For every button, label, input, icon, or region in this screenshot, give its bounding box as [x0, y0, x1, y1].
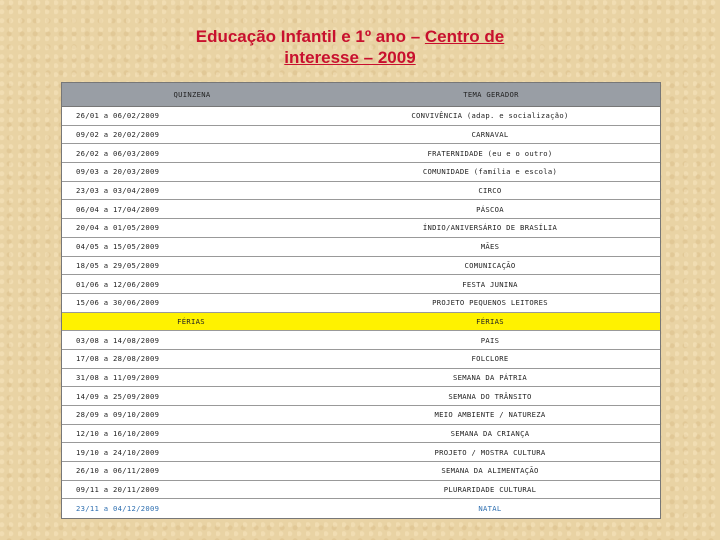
cell-quinzena: 09/02 a 20/02/2009 [76, 130, 160, 140]
cell-tema-gerador: PROJETO / MOSTRA CULTURA [434, 447, 546, 457]
cell-quinzena: 15/06 a 30/06/2009 [76, 298, 160, 308]
table-row [62, 163, 660, 182]
cell-tema-gerador: FOLCLORE [471, 354, 509, 364]
table-row [62, 294, 660, 313]
cell-tema-gerador: PAIS [480, 335, 500, 345]
table-row [62, 144, 660, 163]
cell-quinzena: 09/03 a 20/03/2009 [76, 167, 160, 177]
cell-quinzena: 09/11 a 20/11/2009 [76, 485, 160, 495]
cell-quinzena: 31/08 a 11/09/2009 [76, 372, 160, 382]
table-row [62, 443, 660, 462]
table-row [62, 107, 660, 126]
table-row [62, 369, 660, 388]
table-row [62, 425, 660, 444]
cell-tema-gerador: SEMANA DA ALIMENTAÇÃO [441, 466, 539, 476]
cell-quinzena: 23/11 a 04/12/2009 [76, 504, 160, 514]
table-row [62, 126, 660, 145]
cell-quinzena: 12/10 a 16/10/2009 [76, 429, 160, 439]
cell-quinzena: 03/08 a 14/08/2009 [76, 335, 160, 345]
cell-tema-gerador: CONVIVÊNCIA (adap. e socialização) [411, 111, 569, 121]
table-row [62, 406, 660, 425]
cell-quinzena: 14/09 a 25/09/2009 [76, 391, 160, 401]
cell-tema-gerador: SEMANA DA PÁTRIA [452, 372, 528, 382]
header-tema-gerador: TEMA GERADOR [463, 90, 519, 99]
cell-quinzena: 06/04 a 17/04/2009 [76, 204, 160, 214]
cell-tema-gerador: MÃES [480, 242, 500, 252]
table-row [62, 238, 660, 257]
cell-quinzena: 26/10 a 06/11/2009 [76, 466, 160, 476]
cell-tema-gerador: COMUNICAÇÃO [464, 260, 516, 270]
title-line1: Educação Infantil e 1º ano – [195, 27, 421, 46]
table-row [62, 499, 660, 518]
cell-tema-gerador: SEMANA DO TRÂNSITO [448, 391, 532, 401]
title-line2: interesse – 2009 [284, 48, 416, 67]
table-row [62, 257, 660, 276]
cell-tema-gerador: CIRCO [478, 186, 502, 196]
cell-tema-gerador: PÁSCOA [476, 204, 504, 214]
cell-quinzena: 26/01 a 06/02/2009 [76, 111, 160, 121]
table-header-row [62, 83, 660, 107]
cell-quinzena: 04/05 a 15/05/2009 [76, 242, 160, 252]
cell-tema-gerador: FRATERNIDADE (eu e o outro) [427, 148, 553, 158]
cell-quinzena: 19/10 a 24/10/2009 [76, 447, 160, 457]
cell-quinzena: 17/08 a 28/08/2009 [76, 354, 160, 364]
cell-tema-gerador: SEMANA DA CRIANÇA [450, 429, 530, 439]
table-row [62, 462, 660, 481]
cell-quinzena: 28/09 a 09/10/2009 [76, 410, 160, 420]
cell-quinzena: 20/04 a 01/05/2009 [76, 223, 160, 233]
table-row [62, 219, 660, 238]
cell-tema-gerador: PROJETO PEQUENOS LEITORES [432, 298, 548, 308]
cell-tema-gerador: CARNAVAL [471, 130, 509, 140]
title-line1-underlined: Centro de [424, 27, 505, 46]
cell-tema-gerador: MEIO AMBIENTE / NATUREZA [434, 410, 546, 420]
cell-tema-gerador: PLURARIDADE CULTURAL [443, 485, 537, 495]
cell-quinzena: 01/06 a 12/06/2009 [76, 279, 160, 289]
cell-tema-gerador: FESTA JUNINA [462, 279, 518, 289]
cell-quinzena: 18/05 a 29/05/2009 [76, 260, 160, 270]
schedule-table [61, 82, 661, 519]
cell-quinzena: FÉRIAS [177, 316, 205, 326]
table-row [62, 387, 660, 406]
table-row [62, 275, 660, 294]
page-title [150, 26, 550, 68]
cell-tema-gerador: ÍNDIO/ANIVERSÁRIO DE BRASÍLIA [422, 223, 558, 233]
header-quinzena: QUINZENA [173, 90, 211, 99]
cell-tema-gerador: COMUNIDADE (família e escola) [422, 167, 558, 177]
cell-tema-gerador: NATAL [478, 504, 502, 514]
cell-tema-gerador: FÉRIAS [476, 316, 504, 326]
table-row [62, 350, 660, 369]
table-row [62, 200, 660, 219]
table-row [62, 331, 660, 350]
table-row [62, 313, 660, 332]
cell-quinzena: 26/02 a 06/03/2009 [76, 148, 160, 158]
table-row [62, 481, 660, 500]
table-row [62, 182, 660, 201]
cell-quinzena: 23/03 a 03/04/2009 [76, 186, 160, 196]
